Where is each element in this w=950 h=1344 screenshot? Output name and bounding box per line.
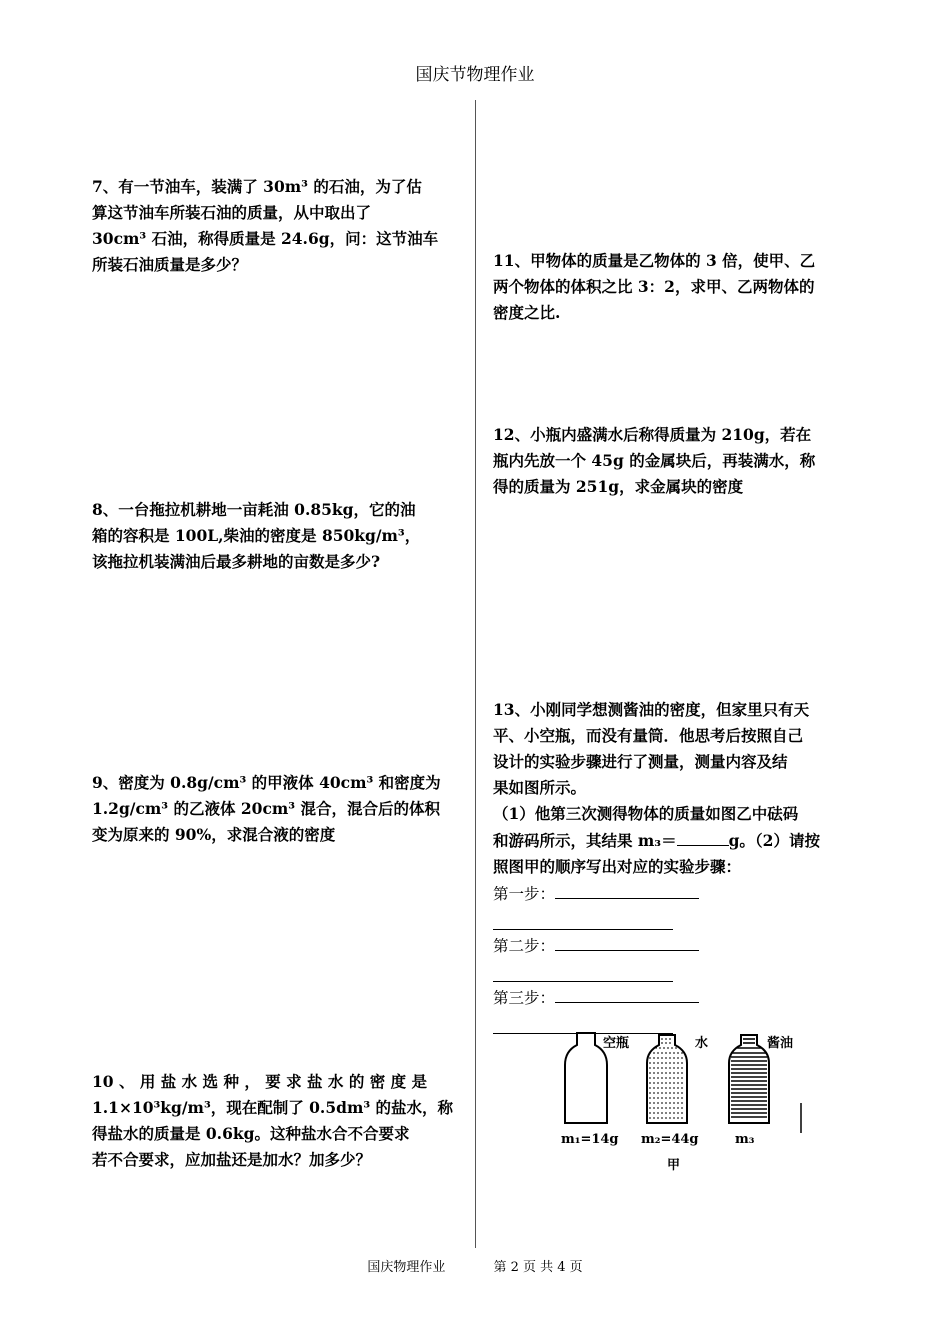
footer-page-number: 第 2 页 共 4 页 <box>493 1260 583 1275</box>
step-2-blank[interactable] <box>555 932 699 951</box>
q12-line: 得的质量为 251g，求金属块的密度 <box>493 477 744 496</box>
q13-line: （1）他第三次测得物体的质量如图乙中砝码 <box>493 804 799 823</box>
question-9 <box>92 770 458 848</box>
step-3-row <box>493 984 859 1011</box>
q7-line: 算这节油车所装石油的质量，从中取出了 <box>92 203 372 222</box>
m1-label: m₁=14g <box>561 1132 619 1147</box>
footer-name: 国庆物理作业 <box>367 1260 446 1275</box>
question-11 <box>493 248 859 326</box>
step-1-row <box>493 880 859 907</box>
q8-line: 该拖拉机装满油后最多耕地的亩数是多少? <box>92 552 381 571</box>
q8-line: 8、一台拖拉机耕地一亩耗油 0.85kg，它的油 <box>92 500 416 519</box>
m2-label: m₂=44g <box>641 1132 699 1147</box>
question-10 <box>92 1069 458 1173</box>
step-2-blank-continued[interactable] <box>493 959 673 982</box>
page-title: 国庆节物理作业 <box>415 65 535 85</box>
q11-line: 11、甲物体的质量是乙物体的 3 倍，使甲、乙 <box>493 251 816 270</box>
step-2-row <box>493 932 859 959</box>
q12-line: 瓶内先放一个 45g 的金属块后，再装满水，称 <box>493 451 816 470</box>
q13-line: 照图甲的顺序写出对应的实验步骤： <box>493 857 742 876</box>
q7-line: 所装石油质量是多少？ <box>92 255 248 274</box>
q9-line: 1.2g/cm³ 的乙液体 20cm³ 混合，混合后的体积 <box>92 799 440 818</box>
q10-line: 得盐水的质量是 0.6kg。这种盐水合不合要求 <box>92 1124 410 1143</box>
q13-line: 果如图所示。 <box>493 778 587 797</box>
q10-line: 1.1×10³kg/m³，现在配制了 0.5dm³ 的盐水，称 <box>92 1098 454 1117</box>
q13-line: 设计的实验步骤进行了测量，测量内容及结 <box>493 752 788 771</box>
step-3-label: 第三步： <box>493 989 556 1007</box>
q11-line: 两个物体的体积之比 3：2，求甲、乙两物体的 <box>493 277 815 296</box>
question-7 <box>92 174 458 278</box>
bottle-figure <box>555 1025 815 1180</box>
empty-bottle-icon <box>565 1033 607 1123</box>
q7-line: 7、有一节油车，装满了 30m³ 的石油，为了估 <box>92 177 422 196</box>
question-12 <box>493 422 859 500</box>
q10-line: 10 、 用 盐 水 选 种 ， 要 求 盐 水 的 密 度 是 <box>92 1072 428 1091</box>
water-bottle-icon <box>647 1035 687 1123</box>
m3-answer-blank[interactable] <box>677 827 729 846</box>
figure-caption: 甲 <box>667 1158 681 1173</box>
step-1-blank-continued[interactable] <box>493 907 673 930</box>
question-13 <box>493 697 859 1036</box>
column-divider <box>475 100 476 1248</box>
step-2-label: 第二步： <box>493 937 556 955</box>
q13-text: g。（2）请按 <box>728 831 820 850</box>
step-1-blank[interactable] <box>555 880 699 899</box>
q10-line: 若不合要求，应加盐还是加水？加多少？ <box>92 1150 372 1169</box>
q13-line: 13、小刚同学想测酱油的密度，但家里只有天 <box>493 700 810 719</box>
q13-line-with-blank <box>493 827 859 854</box>
label-soy-sauce: 酱油 <box>767 1036 794 1051</box>
q9-line: 变为原来的 90%，求混合液的密度 <box>92 825 336 844</box>
q8-line: 箱的容积是 100L,柴油的密度是 850kg/m³， <box>92 526 421 545</box>
m3-label: m₃ <box>735 1132 755 1147</box>
question-8 <box>92 497 458 575</box>
step-1-label: 第一步： <box>493 885 556 903</box>
label-empty-bottle: 空瓶 <box>603 1036 630 1051</box>
q11-line: 密度之比. <box>493 303 561 322</box>
q12-line: 12、小瓶内盛满水后称得质量为 210g，若在 <box>493 425 812 444</box>
q9-line: 9、密度为 0.8g/cm³ 的甲液体 40cm³ 和密度为 <box>92 773 441 792</box>
soy-sauce-bottle-icon <box>729 1035 769 1123</box>
label-water: 水 <box>695 1036 709 1051</box>
q7-line: 30cm³ 石油，称得质量是 24.6g，问：这节油车 <box>92 229 439 248</box>
q13-line: 平、小空瓶，而没有量筒．他思考后按照自己 <box>493 726 804 745</box>
step-3-blank[interactable] <box>555 984 699 1003</box>
q13-text: 和游码所示，其结果 m₃＝ <box>493 831 677 850</box>
page-footer <box>0 1256 950 1275</box>
